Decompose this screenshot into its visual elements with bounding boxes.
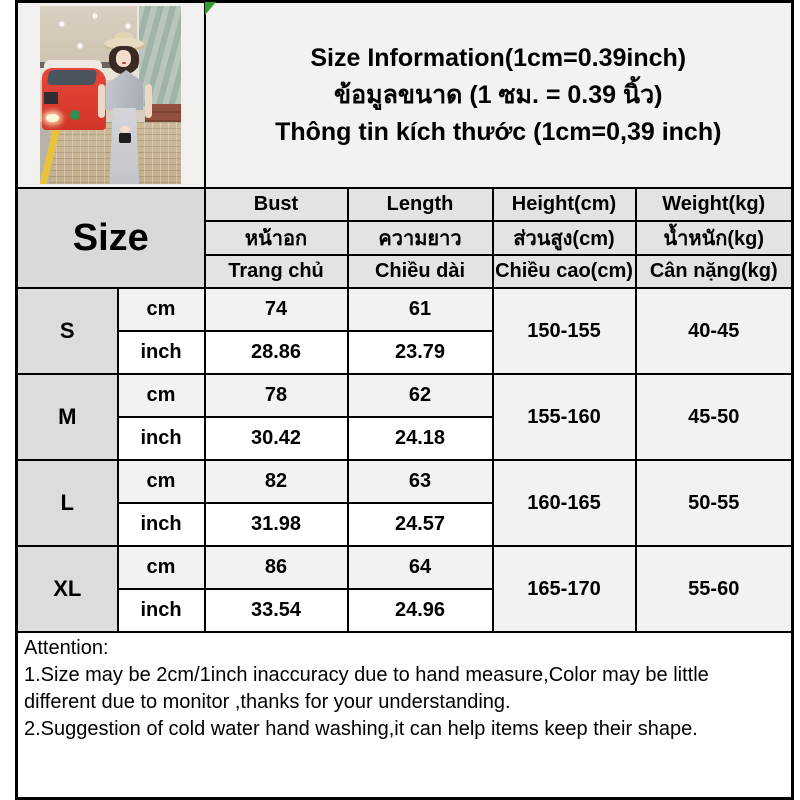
attention-heading: Attention:	[24, 637, 109, 659]
top-row	[17, 2, 793, 189]
attention-box	[17, 632, 793, 799]
col-header-height-vi: Chiều cao(cm)	[493, 255, 636, 288]
height-range-xl: 165-170	[493, 546, 636, 632]
title-vietnamese: Thông tin kích thước (1cm=0,39 inch)	[275, 117, 722, 146]
weight-range-s: 40-45	[636, 288, 793, 374]
unit-inch-label: inch	[118, 589, 205, 632]
unit-cm-label: cm	[118, 374, 205, 417]
bust-inch-m: 30.42	[205, 417, 348, 460]
gray-top-shape	[105, 70, 143, 110]
bust-inch-xl: 33.54	[205, 589, 348, 632]
length-cm-s: 61	[348, 288, 493, 331]
col-header-height-en: Height(cm)	[493, 188, 636, 221]
col-header-bust-en: Bust	[205, 188, 348, 221]
unit-inch-label: inch	[118, 417, 205, 460]
unit-inch-label: inch	[118, 331, 205, 374]
photo-cell	[17, 2, 205, 189]
size-m-label: M	[17, 374, 118, 460]
van-windshield-shape	[47, 70, 98, 85]
unit-cm-label: cm	[118, 460, 205, 503]
bust-inch-l: 31.98	[205, 503, 348, 546]
height-range-s: 150-155	[493, 288, 636, 374]
unit-cm-label: cm	[118, 288, 205, 331]
skirt-shape	[109, 108, 139, 184]
col-header-length-en: Length	[348, 188, 493, 221]
col-header-weight-vi: Cân nặng(kg)	[636, 255, 793, 288]
title-english: Size Information(1cm=0.39inch)	[310, 43, 687, 72]
bust-cm-l: 82	[205, 460, 348, 503]
left-arm-shape	[98, 84, 105, 118]
attention-note-2: 2.Suggestion of cold water hand washing,it can help items keep their shape.	[24, 718, 698, 740]
lips-shape	[122, 62, 126, 64]
col-header-weight-en: Weight(kg)	[636, 188, 793, 221]
length-inch-m: 24.18	[348, 417, 493, 460]
col-header-bust-vi: Trang chủ	[205, 255, 348, 288]
size-xl-label: XL	[17, 546, 118, 632]
col-header-height-th: ส่วนสูง(cm)	[493, 221, 636, 255]
face-shape	[116, 50, 131, 67]
row-l-cm	[17, 460, 793, 503]
col-header-length-th: ความยาว	[348, 221, 493, 255]
length-cm-xl: 64	[348, 546, 493, 589]
height-range-l: 160-165	[493, 460, 636, 546]
weight-range-m: 45-50	[636, 374, 793, 460]
model-figure	[96, 32, 154, 184]
row-xl-cm	[17, 546, 793, 589]
weight-range-xl: 55-60	[636, 546, 793, 632]
attention-row	[17, 632, 793, 799]
title-cell	[205, 2, 793, 189]
size-table	[15, 0, 794, 800]
size-column-header: Size	[17, 188, 205, 288]
col-header-bust-th: หน้าอก	[205, 221, 348, 255]
row-m-cm	[17, 374, 793, 417]
length-inch-l: 24.57	[348, 503, 493, 546]
attention-note-1: 1.Size may be 2cm/1inch inaccuracy due to hand measure,Color may be little different due to monitor ,thanks for your understanding.	[24, 664, 709, 713]
size-l-label: L	[17, 460, 118, 546]
row-s-cm	[17, 288, 793, 331]
handbag-shape	[119, 133, 131, 143]
title-thai: ข้อมูลขนาด (1 ซม. = 0.39 นิ้ว)	[334, 80, 663, 109]
col-header-length-vi: Chiều dài	[348, 255, 493, 288]
col-header-weight-th: น้ำหนัก(kg)	[636, 221, 793, 255]
length-cm-m: 62	[348, 374, 493, 417]
length-inch-s: 23.79	[348, 331, 493, 374]
bust-inch-s: 28.86	[205, 331, 348, 374]
bust-cm-s: 74	[205, 288, 348, 331]
length-cm-l: 63	[348, 460, 493, 503]
unit-inch-label: inch	[118, 503, 205, 546]
bust-cm-xl: 86	[205, 546, 348, 589]
header-row-english	[17, 188, 793, 221]
length-inch-xl: 24.96	[348, 589, 493, 632]
size-s-label: S	[17, 288, 118, 374]
weight-range-l: 50-55	[636, 460, 793, 546]
green-corner-marker-icon	[205, 2, 216, 15]
unit-cm-label: cm	[118, 546, 205, 589]
model-photo	[40, 6, 181, 184]
height-range-m: 155-160	[493, 374, 636, 460]
right-arm-shape	[145, 84, 152, 118]
bust-cm-m: 78	[205, 374, 348, 417]
van-window-shape	[44, 92, 58, 104]
